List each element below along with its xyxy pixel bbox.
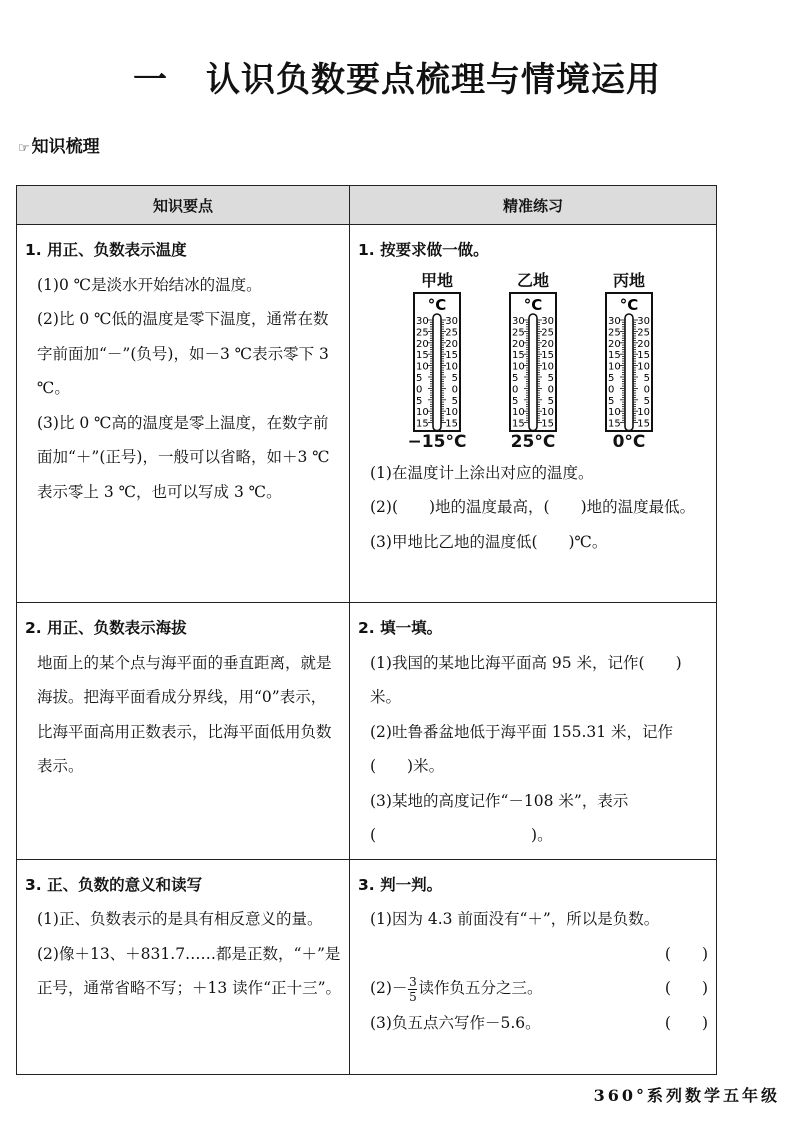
scale-left-label: 5	[512, 395, 519, 407]
knowledge-text: 地面上的某个点与海平面的垂直距离，就是海拔。把海平面看成分界线，用“0”表示，比海平面高用正数表示，比海平面低用负数表示。	[37, 653, 332, 775]
scale-right-label: 30	[445, 315, 458, 327]
page-title	[0, 52, 794, 101]
scale-left-label: 5	[608, 372, 615, 384]
scale-left-label: 10	[608, 406, 621, 418]
fraction-denominator: 5	[409, 989, 417, 1004]
col-header-practice: 精准练习	[350, 186, 717, 225]
scale-left-label: 25	[608, 326, 621, 338]
scale-left-label: 0	[416, 383, 423, 395]
practice-title: 2. 填一填。	[358, 619, 443, 637]
practice-text: (1)因为 4.3 前面没有“＋”，所以是负数。	[370, 910, 660, 928]
thermometer-unit: °C	[619, 295, 639, 314]
scale-left-label: 25	[512, 326, 525, 338]
scale-left-label: 0	[512, 383, 519, 395]
col-header-knowledge: 知识要点	[17, 186, 350, 225]
judgment-text: (3)负五点六写作－5.6。	[370, 1013, 541, 1032]
section-heading	[18, 132, 100, 157]
scale-right-label: 25	[637, 326, 650, 338]
practice-text: (3)甲地比乙地的温度低( )℃。	[370, 532, 608, 551]
answer-paren: ( )	[664, 979, 708, 997]
fraction	[408, 975, 417, 1004]
practice-text: (3)某地的高度记作“－108 米”，表示( )。	[370, 791, 629, 844]
scale-right-label: 10	[541, 406, 554, 418]
scale-left-label: 15	[416, 418, 429, 430]
scale-left-label: 15	[512, 418, 525, 430]
knowledge-cell-3	[17, 860, 349, 1012]
scale-right-label: 5	[451, 372, 458, 384]
scale-left-label: 10	[512, 406, 525, 418]
scale-right-label: 10	[637, 361, 650, 373]
scale-right-label: 15	[445, 349, 458, 361]
thermometer-unit: °C	[523, 295, 543, 314]
title-number: 一	[133, 60, 168, 100]
scale-right-label: 30	[541, 315, 554, 327]
judgment-row	[358, 971, 708, 1006]
footer-series: 360°系列数学五年级	[593, 1086, 780, 1105]
scale-left-label: 10	[512, 361, 525, 373]
scale-left-label: 30	[512, 315, 525, 327]
practice-title: 1. 按要求做一做。	[358, 241, 489, 259]
thermometer	[596, 270, 662, 452]
thermometer-tube	[625, 314, 633, 431]
thermometer-tube	[433, 314, 441, 431]
practice-text: (1)在温度计上涂出对应的温度。	[370, 463, 594, 482]
thermometer-graphic	[508, 292, 558, 432]
scale-left-label: 5	[416, 372, 423, 384]
practice-text: (2)吐鲁番盆地低于海平面 155.31 米，记作( )米。	[370, 722, 674, 775]
scale-left-label: 10	[416, 361, 429, 373]
scale-right-label: 15	[637, 349, 650, 361]
fraction-numerator: 3	[409, 974, 417, 989]
answer-paren: ( )	[664, 1013, 708, 1032]
scale-left-label: 20	[512, 338, 525, 350]
practice-text: (2)( )地的温度最高，( )地的温度最低。	[370, 498, 696, 516]
knowledge-cell-1	[17, 225, 349, 515]
knowledge-text: (2)像＋13、＋831.7……都是正数，“＋”是正号，通常省略不写；＋13 读作“正十三”。	[37, 944, 341, 997]
scale-left-label: 25	[416, 326, 429, 338]
scale-left-label: 5	[512, 372, 519, 384]
thermometer-temp: 0°C	[612, 431, 646, 452]
scale-left-label: 20	[416, 338, 429, 350]
knowledge-title: 1. 用正、负数表示温度	[25, 241, 187, 259]
thermometer-tube	[529, 314, 537, 431]
knowledge-cell-2	[17, 603, 349, 790]
knowledge-title: 3. 正、负数的意义和读写	[25, 875, 203, 894]
knowledge-text: (1)0 ℃是淡水开始结冰的温度。	[37, 275, 262, 294]
scale-right-label: 25	[445, 326, 458, 338]
scale-right-label: 25	[541, 326, 554, 338]
scale-right-label: 20	[445, 338, 458, 350]
scale-left-label: 0	[608, 383, 615, 395]
scale-right-label: 20	[541, 338, 554, 350]
scale-left-label: 15	[608, 418, 621, 430]
practice-cell-1	[350, 225, 716, 565]
knowledge-text: (1)正、负数表示的是具有相反意义的量。	[37, 910, 323, 928]
scale-right-label: 0	[547, 383, 554, 395]
scale-right-label: 10	[445, 406, 458, 418]
thermometer-graphic	[412, 292, 462, 432]
scale-right-label: 30	[637, 315, 650, 327]
practice-title: 3. 判一判。	[358, 875, 443, 894]
thermometer-group	[358, 268, 708, 456]
thermometer-place: 丙地	[612, 270, 645, 290]
scale-left-label: 30	[608, 315, 621, 327]
scale-left-label: 30	[416, 315, 429, 327]
scale-right-label: 15	[637, 418, 650, 430]
thermometer-temp: 25°C	[510, 431, 556, 452]
section-label: 知识梳理	[31, 137, 100, 157]
judgment-text: (2)－ $\frac{3}{5}$ 读作负五分之三。	[370, 974, 543, 1004]
practice-cell-3	[350, 860, 716, 1047]
knowledge-title: 2. 用正、负数表示海拔	[25, 619, 187, 637]
scale-left-label: 15	[512, 349, 525, 361]
scale-right-label: 15	[541, 418, 554, 430]
scale-right-label: 15	[445, 418, 458, 430]
thermometer-graphic	[604, 292, 654, 432]
knowledge-table	[16, 185, 717, 1075]
pointing-hand-icon: ☞	[18, 141, 30, 156]
scale-right-label: 5	[643, 372, 650, 384]
thermometer	[500, 270, 566, 452]
practice-cell-2	[350, 603, 716, 859]
scale-right-label: 0	[643, 383, 650, 395]
title-text: 认识负数要点梳理与情境运用	[206, 60, 661, 100]
scale-left-label: 5	[608, 395, 615, 407]
judgment-row	[358, 1006, 708, 1041]
scale-right-label: 5	[643, 395, 650, 407]
thermometer-place: 乙地	[516, 270, 549, 290]
thermometer-place: 甲地	[420, 270, 453, 290]
thermometer-temp: −15°C	[407, 431, 467, 452]
practice-text: (1)我国的某地比海平面高 95 米，记作( )米。	[370, 653, 682, 706]
answer-paren: ( )	[664, 944, 708, 963]
scale-left-label: 10	[608, 361, 621, 373]
scale-right-label: 10	[637, 406, 650, 418]
knowledge-text: (2)比 0 ℃低的温度是零下温度，通常在数字前面加“－”(负号)，如－3 ℃表示零下 3 ℃。	[37, 310, 329, 397]
scale-left-label: 20	[608, 338, 621, 350]
scale-right-label: 20	[637, 338, 650, 350]
scale-right-label: 10	[541, 361, 554, 373]
scale-right-label: 5	[547, 372, 554, 384]
thermometer-unit: °C	[427, 295, 447, 314]
scale-right-label: 0	[451, 383, 458, 395]
scale-right-label: 5	[451, 395, 458, 407]
scale-right-label: 10	[445, 361, 458, 373]
scale-left-label: 15	[416, 349, 429, 361]
judgment-answer-row	[358, 937, 708, 972]
knowledge-text: (3)比 0 ℃高的温度是零上温度，在数字前面加“＋”(正号)，一般可以省略，如＋3 ℃表示零上 3 ℃，也可以写成 3 ℃。	[37, 413, 330, 501]
thermometer	[404, 270, 470, 452]
scale-left-label: 10	[416, 406, 429, 418]
scale-left-label: 5	[416, 395, 423, 407]
scale-left-label: 15	[608, 349, 621, 361]
scale-right-label: 15	[541, 349, 554, 361]
scale-right-label: 5	[547, 395, 554, 407]
